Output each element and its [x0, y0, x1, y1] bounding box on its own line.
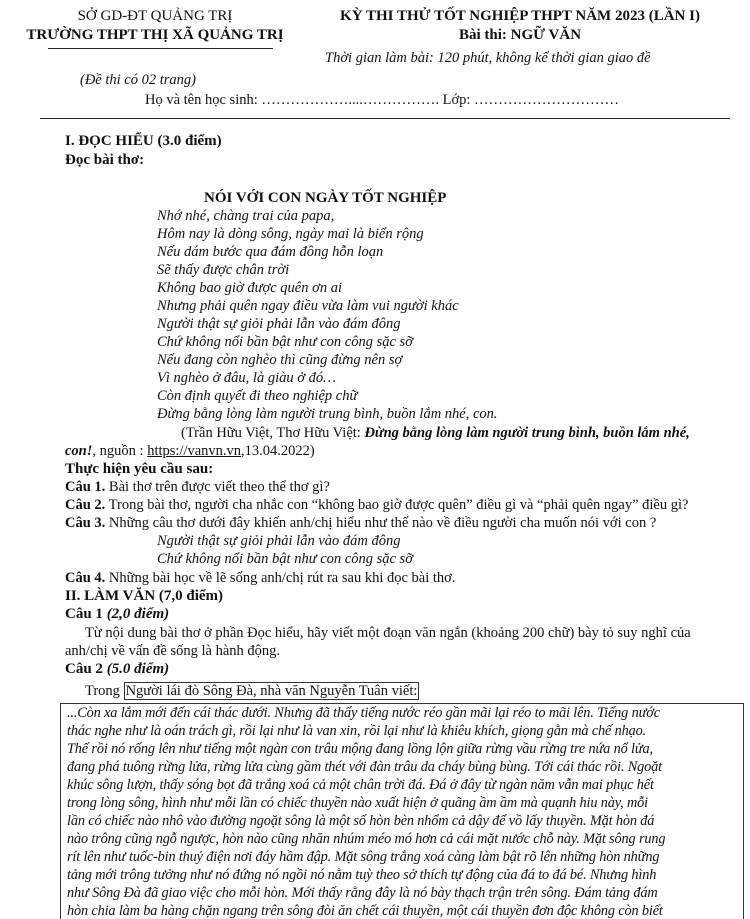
poem-line: Còn định quyết đi theo nghiệp chữ — [157, 388, 358, 404]
question-1: Câu 1. Bài thơ trên được viết theo thể thơ gì? — [65, 479, 330, 495]
excerpt-line: Thế rồi nó rống lên như tiếng một ngàn con trâu mộng đang lồng lộn giữa rừng vầu rừng tre nứa nổ lửa, — [67, 741, 653, 757]
poem-line: Người thật sự giỏi phải lẫn vào đám đông — [157, 316, 401, 332]
writing-question-2-intro: Trong Người lái đò Sông Đà, nhà văn Nguyễn Tuân viết: — [85, 683, 418, 699]
school-underline — [48, 48, 273, 49]
excerpt-box — [60, 703, 744, 919]
read-poem-label: Đọc bài thơ: — [65, 152, 145, 168]
poem-line: Không bao giờ được quên ơn ai — [157, 280, 342, 296]
tasks-label: Thực hiện yêu cầu sau: — [65, 461, 214, 477]
poem-source-title: Đừng bằng lòng làm người trung bình, buồn lắm nhé, — [364, 425, 690, 441]
excerpt-line: hòn chia làm ba hàng chặn ngang trên sông đòi ăn chết cái thuyền, một cái thuyền đơn độc không còn biết — [67, 903, 663, 919]
poem-line: Đừng bằng lòng làm người trung bình, buồn lắm nhé, con. — [157, 406, 498, 422]
question-2: Câu 2. Trong bài thơ, người cha nhắc con “không bao giờ được quên” điều gì và “phải quên ngay” điều gì? — [65, 497, 689, 513]
excerpt-line: ...Còn xa lắm mới đến cái thác dưới. Nhưng đã thấy tiếng nước réo gần mãi lại réo to mãi lên. Tiếng nước — [67, 705, 660, 721]
exam-title: KỲ THI THỬ TỐT NGHIỆP THPT NĂM 2023 (LẦN I) — [340, 8, 700, 24]
pages-note: (Đề thi có 02 trang) — [80, 72, 196, 88]
excerpt-line: như Sông Đà đã giao việc cho mỗi hòn. Mới thấy rằng đây là nó bày thạch trận trên sông. Đám tảng đám — [67, 885, 658, 901]
school-name: TRƯỜNG THPT THỊ XÃ QUẢNG TRỊ — [26, 27, 284, 43]
section-writing-heading: II. LÀM VĂN (7,0 điểm) — [65, 588, 224, 604]
student-info-line: Họ và tên học sinh: ………………....……………. Lớp: ………………………… — [145, 92, 620, 108]
exam-subject: Bài thi: NGỮ VĂN — [458, 27, 582, 43]
exam-time: Thời gian làm bài: 120 phút, không kể thời gian giao đề — [325, 50, 651, 66]
writing-question-1-text: Từ nội dung bài thơ ở phần Đọc hiểu, hãy viết một đoạn văn ngắn (khoảng 200 chữ) bày tỏ suy nghĩ của — [85, 625, 691, 641]
section-reading-heading: I. ĐỌC HIỂU (3.0 điểm) — [65, 133, 222, 149]
writing-question-1-label: Câu 1 (2,0 điểm) — [65, 606, 170, 622]
writing-question-2-label: Câu 2 (5.0 điểm) — [65, 661, 170, 677]
poem-line: Nhưng phải quên ngay điều vừa làm vui người khác — [157, 298, 459, 314]
department-name: SỞ GD-ĐT QUẢNG TRỊ — [77, 8, 233, 24]
poem-title: NÓI VỚI CON NGÀY TỐT NGHIỆP — [204, 190, 447, 206]
excerpt-line: nào trông cũng ngỗ ngược, hòn nào cũng nhăn nhúm méo mó hơn cả cái mặt nước chỗ này. Mặt sông rung — [67, 831, 666, 847]
excerpt-line: rít lên như tuốc-bin thuỷ điện nơi đáy hầm đập. Mặt sông trắng xoá càng làm bật rõ lên những hòn những — [67, 849, 660, 865]
writing-question-1-text-cont: anh/chị về vấn đề sống là hành động. — [65, 643, 281, 659]
excerpt-line: khúc sông lượn, thấy sóng bọt đã trắng xoá cả một chân trời đá. Đá ở đây từ ngàn năm vẫn mai phục hết — [67, 777, 654, 793]
source-link[interactable]: https://vanvn.vn — [147, 443, 242, 459]
question-3: Câu 3. Những câu thơ dưới đây khiến anh/chị hiểu như thế nào về điều người cha muốn nói với con ? — [65, 515, 657, 531]
question-4: Câu 4. Những bài học về lẽ sống anh/chị rút ra sau khi đọc bài thơ. — [65, 570, 456, 586]
poem-line: Sẽ thấy được chân trời — [157, 262, 290, 278]
poem-line: Chứ không nổi bần bật như con công sặc sỡ — [157, 334, 413, 350]
header-divider — [40, 118, 730, 119]
poem-line: Nếu đang còn nghèo thì cũng đừng nên sợ — [157, 352, 403, 368]
poem-line: Vì nghèo ở đâu, là giàu ở đó… — [157, 370, 336, 386]
excerpt-line: lần có chiếc nào nhô vào đường ngoặt sông là một số hòn bèn nhổm cả dậy để vồ lấy thuyền. Mặt hòn đá — [67, 813, 655, 829]
question-3-verse: Người thật sự giỏi phải lẫn vào đám đông — [157, 533, 401, 549]
poem-source-line2: con!, nguồn : https://vanvn.vn,13.04.2022) — [65, 443, 315, 459]
poem-line: Nếu dám bước qua đám đông hỗn loạn — [157, 244, 384, 260]
excerpt-line: đang phá tuông rừng lửa, rừng lửa cùng gầm thét với đàn trâu da cháy bùng bùng. Tới cái thác rồi. Ngoặt — [67, 759, 662, 775]
excerpt-line: trong lòng sông, hình như mỗi lần có chiếc thuyền nào xuất hiện ở quãng ầm ầm mà quạnh hiu này, mỗi — [67, 795, 648, 811]
question-3-verse: Chứ không nổi bần bật như con công sặc sỡ — [157, 551, 413, 567]
poem-source-line1: (Trần Hữu Việt, Thơ Hữu Việt: Đừng bằng lòng làm người trung bình, buồn lắm nhé, — [181, 425, 690, 441]
excerpt-line: tảng mới trông tưởng như nó đứng nó ngồi nó nằm tuỳ theo sở thích tự động của đá to đá bé. Nhưng hình — [67, 867, 657, 883]
poem-line: Hôm nay là dòng sông, ngày mai là biển rộng — [157, 226, 424, 242]
poem-line: Nhớ nhé, chàng trai của papa, — [157, 208, 335, 224]
excerpt-line: thác nghe như là oán trách gì, rồi lại như là van xin, rồi lại như là khiêu khích, giọng gằn mà chế nhạo. — [67, 723, 647, 739]
